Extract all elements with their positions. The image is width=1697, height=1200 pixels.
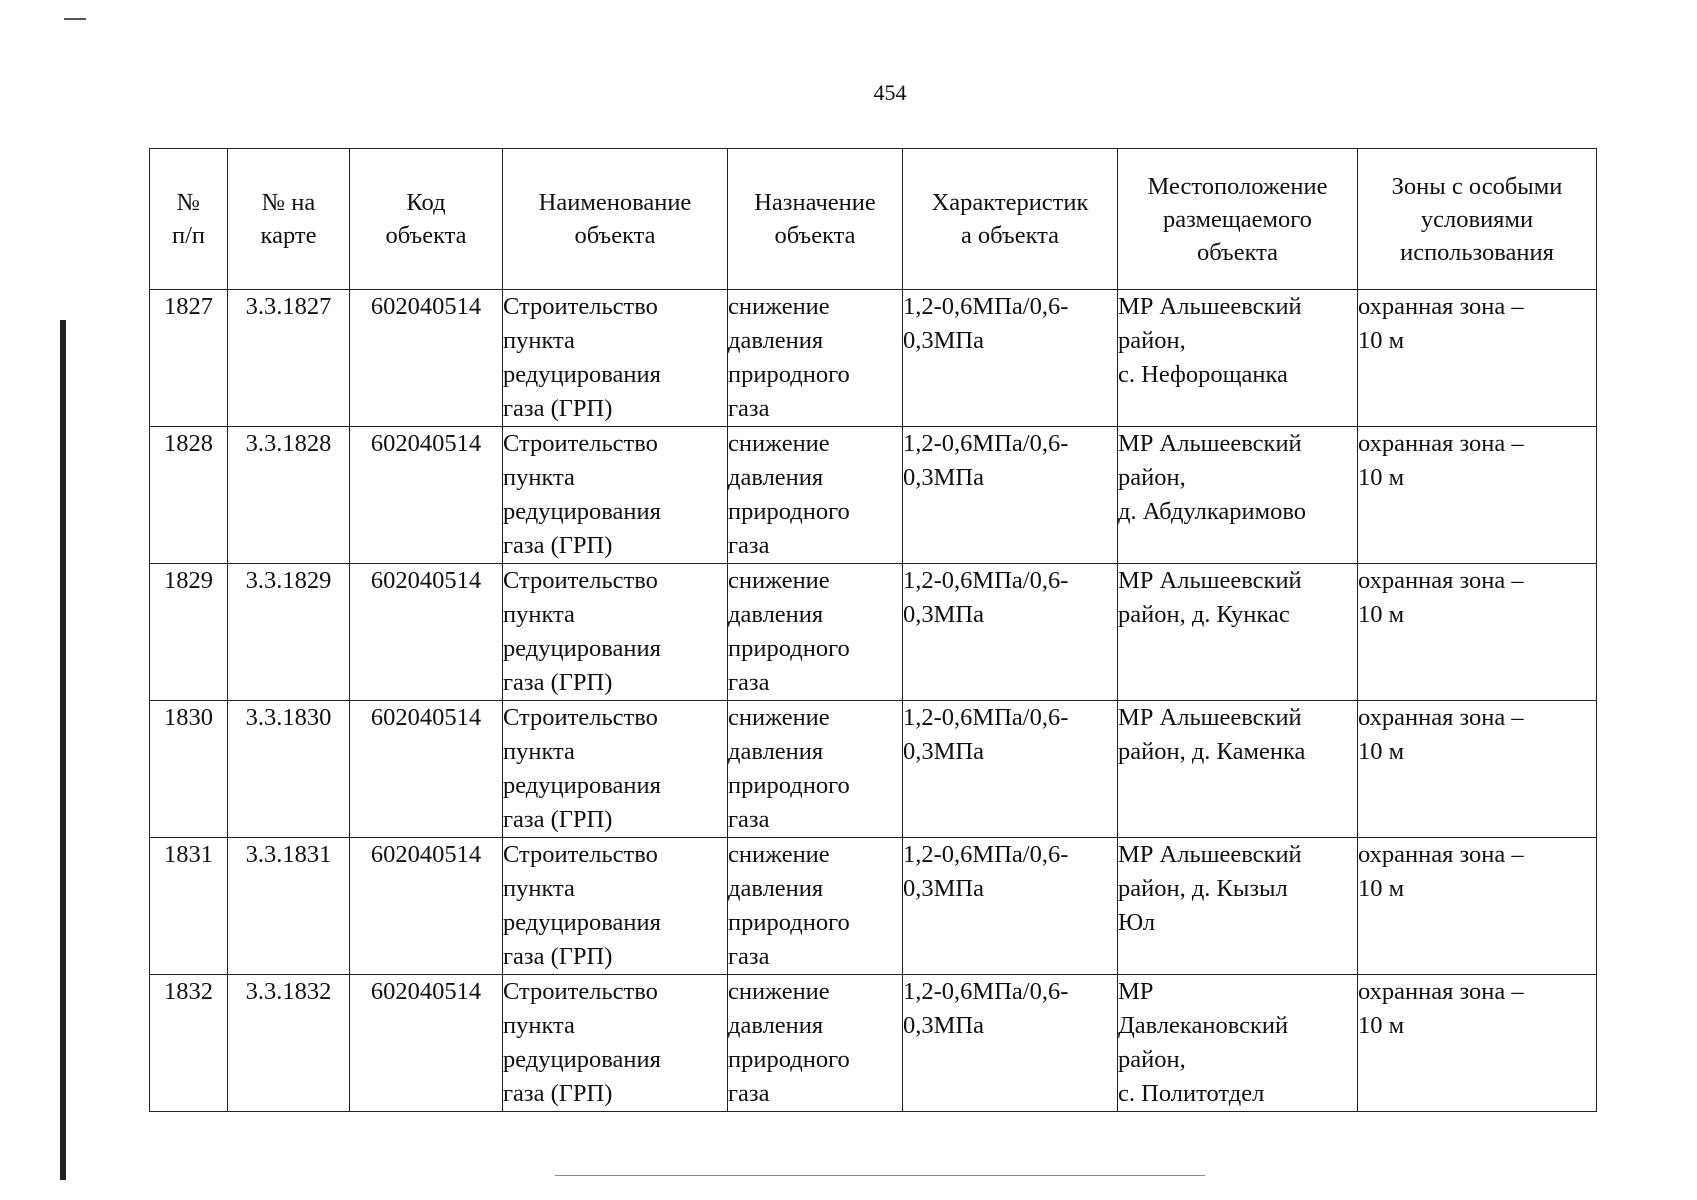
cell-num: 1829 <box>150 564 228 701</box>
cell-name <box>503 427 728 564</box>
scan-artifact-line <box>555 1175 1205 1176</box>
cell-line: давления <box>728 601 824 628</box>
cell-line: газа (ГРП) <box>503 395 613 422</box>
cell-line: Строительство <box>503 704 658 731</box>
header-line: № на <box>261 189 316 216</box>
header-line: Код <box>406 189 446 216</box>
cell-purpose <box>728 701 903 838</box>
cell-line: Строительство <box>503 430 658 457</box>
cell-line: охранная зона – <box>1358 978 1524 1005</box>
cell-line: д. Абдулкаримово <box>1118 498 1307 525</box>
cell-location <box>1118 975 1358 1112</box>
scan-edge-shadow <box>60 320 66 1180</box>
cell-line: 0,3МПа <box>903 738 984 765</box>
cell-purpose <box>728 290 903 427</box>
header-location <box>1118 149 1358 290</box>
cell-line: Строительство <box>503 567 658 594</box>
cell-line: МР Альшеевский <box>1118 293 1302 320</box>
cell-num: 1831 <box>150 838 228 975</box>
header-line: п/п <box>171 222 206 249</box>
cell-line: газа (ГРП) <box>503 532 613 559</box>
table-row <box>150 290 1597 427</box>
cell-line: редуцирования <box>503 772 661 799</box>
cell-line: 0,3МПа <box>903 327 984 354</box>
cell-line: 1,2-0,6МПа/0,6- <box>903 978 1069 1005</box>
cell-line: 10 м <box>1358 464 1405 491</box>
cell-line: МР Альшеевский <box>1118 430 1302 457</box>
header-line: объекта <box>1196 238 1279 266</box>
cell-line: с. Политотдел <box>1118 1080 1265 1107</box>
cell-num: 1832 <box>150 975 228 1112</box>
cell-name <box>503 701 728 838</box>
cell-name <box>503 838 728 975</box>
cell-line: 1,2-0,6МПа/0,6- <box>903 567 1069 594</box>
cell-line: 0,3МПа <box>903 875 984 902</box>
cell-code: 602040514 <box>350 564 503 701</box>
cell-line: МР Альшеевский <box>1118 567 1302 594</box>
cell-line: 1,2-0,6МПа/0,6- <box>903 293 1069 320</box>
cell-zone <box>1358 838 1597 975</box>
cell-code: 602040514 <box>350 975 503 1112</box>
header-line: объекта <box>385 222 467 249</box>
table-row <box>150 564 1597 701</box>
table-row <box>150 701 1597 838</box>
cell-map-num: 3.3.1830 <box>228 701 350 838</box>
cell-line: природного <box>728 909 850 936</box>
cell-line: снижение <box>728 704 830 731</box>
cell-line: редуцирования <box>503 361 661 388</box>
cell-map-num: 3.3.1831 <box>228 838 350 975</box>
cell-line: 10 м <box>1358 327 1405 354</box>
cell-location <box>1118 838 1358 975</box>
cell-line: Юл <box>1118 909 1156 936</box>
cell-line: снижение <box>728 841 830 868</box>
header-line: Назначение <box>754 189 876 216</box>
cell-line: снижение <box>728 430 830 457</box>
header-line: условиями <box>1420 205 1534 233</box>
header-map-num <box>228 149 350 290</box>
cell-location <box>1118 564 1358 701</box>
cell-line: природного <box>728 498 850 525</box>
header-line: использования <box>1400 238 1554 266</box>
cell-line: газа <box>728 532 770 559</box>
cell-line: 0,3МПа <box>903 464 984 491</box>
cell-line: давления <box>728 327 824 354</box>
header-line: Местоположение <box>1147 172 1328 200</box>
cell-line: 1,2-0,6МПа/0,6- <box>903 704 1069 731</box>
cell-map-num: 3.3.1828 <box>228 427 350 564</box>
cell-num: 1830 <box>150 701 228 838</box>
header-line: Характеристик <box>931 189 1089 216</box>
table-row <box>150 975 1597 1112</box>
cell-line: природного <box>728 635 850 662</box>
cell-line: охранная зона – <box>1358 704 1524 731</box>
cell-code: 602040514 <box>350 427 503 564</box>
cell-line: МР Альшеевский <box>1118 704 1302 731</box>
cell-line: охранная зона – <box>1358 841 1524 868</box>
cell-line: давления <box>728 1012 824 1039</box>
cell-line: давления <box>728 738 824 765</box>
cell-line: 10 м <box>1358 875 1405 902</box>
cell-zone <box>1358 427 1597 564</box>
cell-line: газа (ГРП) <box>503 943 613 970</box>
cell-line: снижение <box>728 978 830 1005</box>
cell-line: район, д. Кызыл <box>1118 875 1288 902</box>
header-name <box>503 149 728 290</box>
page-number: 454 <box>873 80 907 105</box>
cell-line: район, д. Кункас <box>1118 601 1290 628</box>
cell-zone <box>1358 564 1597 701</box>
cell-line: газа (ГРП) <box>503 669 613 696</box>
cell-map-num: 3.3.1829 <box>228 564 350 701</box>
cell-line: 10 м <box>1358 1012 1405 1039</box>
cell-line: редуцирования <box>503 1046 661 1073</box>
cell-name <box>503 564 728 701</box>
cell-characteristics <box>903 564 1118 701</box>
cell-line: район, <box>1118 327 1186 354</box>
cell-line: охранная зона – <box>1358 567 1524 594</box>
cell-line: пункта <box>503 601 575 628</box>
cell-purpose <box>728 975 903 1112</box>
cell-location <box>1118 290 1358 427</box>
cell-line: Давлекановский <box>1118 1012 1289 1039</box>
table-row <box>150 427 1597 564</box>
cell-line: газа <box>728 943 770 970</box>
header-characteristics <box>903 149 1118 290</box>
cell-purpose <box>728 838 903 975</box>
cell-line: пункта <box>503 1012 575 1039</box>
cell-line: газа <box>728 806 770 833</box>
header-line: объекта <box>574 222 656 249</box>
cell-num: 1827 <box>150 290 228 427</box>
cell-line: 0,3МПа <box>903 1012 984 1039</box>
cell-line: природного <box>728 772 850 799</box>
cell-line: давления <box>728 464 824 491</box>
cell-line: 10 м <box>1358 738 1405 765</box>
cell-characteristics <box>903 838 1118 975</box>
header-line: размещаемого <box>1163 205 1312 233</box>
cell-line: редуцирования <box>503 498 661 525</box>
cell-num: 1828 <box>150 427 228 564</box>
cell-line: с. Нефорощанка <box>1118 361 1288 388</box>
header-line: карте <box>260 222 317 249</box>
cell-code: 602040514 <box>350 701 503 838</box>
cell-zone <box>1358 701 1597 838</box>
header-code <box>350 149 503 290</box>
cell-line: снижение <box>728 567 830 594</box>
table-row <box>150 838 1597 975</box>
header-line: № <box>176 189 201 216</box>
scan-artifact-mark <box>64 18 86 20</box>
cell-line: газа <box>728 669 770 696</box>
cell-zone <box>1358 290 1597 427</box>
cell-name <box>503 290 728 427</box>
cell-line: газа (ГРП) <box>503 1080 613 1107</box>
cell-purpose <box>728 564 903 701</box>
cell-line: Строительство <box>503 293 658 320</box>
cell-characteristics <box>903 290 1118 427</box>
objects-table <box>149 148 1597 1112</box>
cell-line: пункта <box>503 738 575 765</box>
cell-zone <box>1358 975 1597 1112</box>
cell-purpose <box>728 427 903 564</box>
cell-map-num: 3.3.1832 <box>228 975 350 1112</box>
cell-name <box>503 975 728 1112</box>
cell-line: МР <box>1118 978 1154 1005</box>
cell-code: 602040514 <box>350 838 503 975</box>
cell-line: пункта <box>503 327 575 354</box>
header-num <box>150 149 228 290</box>
cell-line: охранная зона – <box>1358 430 1524 457</box>
cell-line: газа <box>728 1080 770 1107</box>
cell-line: Строительство <box>503 978 658 1005</box>
cell-characteristics <box>903 701 1118 838</box>
cell-line: район, д. Каменка <box>1118 738 1306 765</box>
cell-map-num: 3.3.1827 <box>228 290 350 427</box>
cell-code: 602040514 <box>350 290 503 427</box>
header-line: объекта <box>774 222 856 249</box>
cell-line: 10 м <box>1358 601 1405 628</box>
cell-characteristics <box>903 427 1118 564</box>
header-line: а объекта <box>960 222 1060 249</box>
cell-line: редуцирования <box>503 909 661 936</box>
cell-characteristics <box>903 975 1118 1112</box>
header-zones <box>1358 149 1597 290</box>
header-purpose <box>728 149 903 290</box>
cell-location <box>1118 427 1358 564</box>
cell-line: район, <box>1118 464 1186 491</box>
cell-line: снижение <box>728 293 830 320</box>
cell-line: пункта <box>503 464 575 491</box>
cell-line: природного <box>728 1046 850 1073</box>
cell-line: МР Альшеевский <box>1118 841 1302 868</box>
cell-line: Строительство <box>503 841 658 868</box>
table-body <box>150 290 1597 1112</box>
cell-line: газа (ГРП) <box>503 806 613 833</box>
cell-line: природного <box>728 361 850 388</box>
cell-location <box>1118 701 1358 838</box>
header-line: Зоны с особыми <box>1391 172 1563 200</box>
table-header-row <box>150 149 1597 290</box>
cell-line: пункта <box>503 875 575 902</box>
cell-line: газа <box>728 395 770 422</box>
cell-line: 0,3МПа <box>903 601 984 628</box>
cell-line: давления <box>728 875 824 902</box>
cell-line: район, <box>1118 1046 1186 1073</box>
cell-line: 1,2-0,6МПа/0,6- <box>903 841 1069 868</box>
cell-line: редуцирования <box>503 635 661 662</box>
cell-line: охранная зона – <box>1358 293 1524 320</box>
header-line: Наименование <box>538 189 692 216</box>
cell-line: 1,2-0,6МПа/0,6- <box>903 430 1069 457</box>
